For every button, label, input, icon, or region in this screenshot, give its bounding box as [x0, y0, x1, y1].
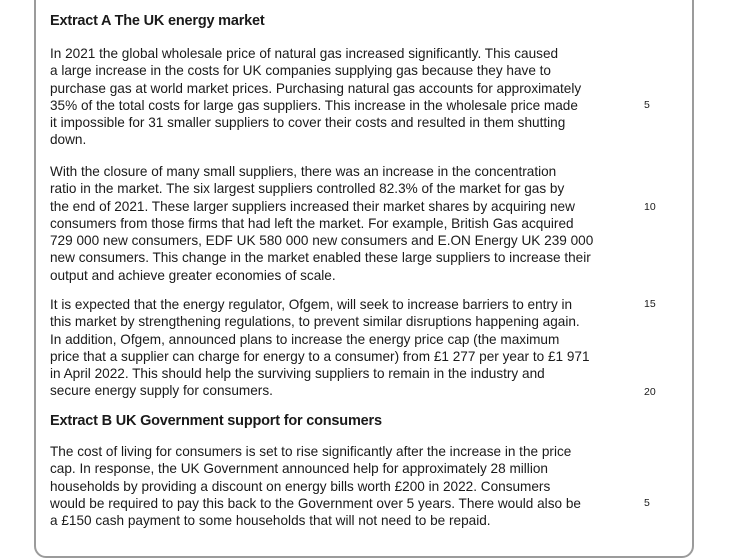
text-line: 35% of the total costs for large gas suppliers. This increase in the wholesale price made — [50, 97, 578, 113]
extract-a-paragraph-3 — [50, 296, 620, 400]
text-line: it impossible for 31 smaller suppliers to cover their costs and resulted in them shutting — [50, 115, 566, 131]
text-line: households by providing a discount on energy bills worth £200 in 2022. Consumers — [50, 478, 551, 494]
extract-b-heading: Extract B UK Government support for consumers — [50, 413, 382, 429]
line-number: 10 — [644, 201, 656, 213]
line-number: 5 — [644, 99, 650, 111]
text-line: consumers from those firms that had left the market. For example, British Gas acquired — [50, 215, 574, 231]
text-line: secure energy supply for consumers. — [50, 383, 273, 399]
text-line: The cost of living for consumers is set to rise significantly after the increase in the price — [50, 444, 572, 459]
line-number: 20 — [644, 386, 656, 398]
text-line: In 2021 the global wholesale price of natural gas increased significantly. This caused — [50, 46, 559, 61]
text-line: the end of 2021. These larger suppliers increased their market shares by acquiring new — [50, 198, 575, 214]
extract-a-heading: Extract A The UK energy market — [50, 13, 265, 29]
text-line: 729 000 new consumers, EDF UK 580 000 new consumers and E.ON Energy UK 239 000 — [50, 233, 594, 249]
text-line: price that a supplier can charge for energy to a consumer) from £1 277 per year to £1 971 — [50, 348, 590, 364]
text-line: a £150 cash payment to some households that will not need to be repaid. — [50, 513, 491, 529]
text-line: With the closure of many small suppliers, there was an increase in the concentration — [50, 164, 557, 179]
text-line: new consumers. This change in the market enabled these large suppliers to increase their — [50, 250, 591, 266]
text-line: cap. In response, the UK Government announced help for approximately 28 million — [50, 461, 548, 477]
text-line: purchase gas at world market prices. Purchasing natural gas accounts for approximately — [50, 80, 582, 96]
line-number: 15 — [644, 298, 656, 310]
extract-a-paragraph-1 — [50, 45, 620, 149]
text-line: in April 2022. This should help the surviving suppliers to remain in the industry and — [50, 366, 545, 382]
line-number: 5 — [644, 497, 650, 509]
text-line: this market by strengthening regulations, to prevent similar disruptions happening again. — [50, 314, 580, 330]
extract-b-paragraph-1 — [50, 443, 620, 529]
text-line: ratio in the market. The six largest suppliers controlled 82.3% of the market for gas by — [50, 181, 565, 197]
text-line: down. — [50, 132, 87, 148]
text-line: a large increase in the costs for UK companies supplying gas because they have to — [50, 63, 551, 79]
text-line: In addition, Ofgem, announced plans to increase the energy price cap (the maximum — [50, 331, 560, 347]
text-line: output and achieve greater economies of scale. — [50, 267, 336, 283]
extract-a-paragraph-2 — [50, 163, 620, 284]
text-line: would be required to pay this back to the Government over 5 years. There would also be — [50, 495, 581, 511]
text-line: It is expected that the energy regulator, Ofgem, will seek to increase barriers to entry in — [50, 297, 573, 312]
